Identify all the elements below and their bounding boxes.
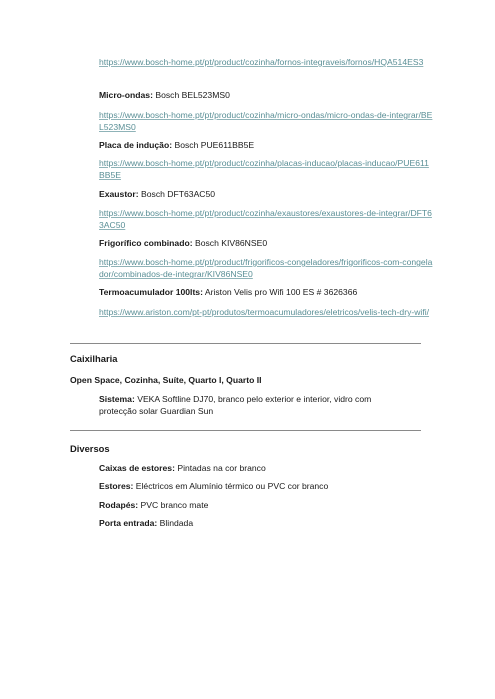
shutter-box-value: Pintadas na cor branco (177, 463, 266, 473)
induction-hob-spec (99, 139, 434, 151)
extractor-link[interactable]: https://www.bosch-home.pt/pt/product/cozinha/exaustores/exaustores-de-integrar/DFT63AC50 (99, 208, 432, 231)
section-divider (70, 343, 421, 344)
caixilharia-rooms: Open Space, Cozinha, Suíte, Quarto I, Quarto II (70, 375, 262, 385)
shutter-box-label: Caixas de estores: (99, 463, 175, 473)
water-heater-spec (99, 286, 434, 298)
diversos-heading: Diversos (70, 443, 110, 454)
oven-link[interactable]: https://www.bosch-home.pt/pt/product/cozinha/fornos-integraveis/fornos/HQA514ES3 (99, 57, 424, 67)
water-heater-value: Ariston Velis pro Wifi 100 ES # 3626366 (204, 287, 358, 297)
fridge-label: Frigorífico combinado: (99, 238, 193, 248)
microwave-link[interactable]: https://www.bosch-home.pt/pt/product/cozinha/micro-ondas/micro-ondas-de-integrar/BEL523MS0 (99, 110, 433, 133)
skirting-value: PVC branco mate (140, 500, 209, 510)
skirting-label: Rodapés: (99, 500, 139, 510)
fridge-spec (99, 237, 434, 249)
fridge-value: Bosch KIV86NSE0 (194, 238, 268, 248)
shutter-box-spec (99, 462, 434, 474)
shutters-label: Estores: (99, 481, 134, 491)
induction-hob-link[interactable]: https://www.bosch-home.pt/pt/product/cozinha/placas-inducao/placas-inducao/PUE611BB5E (99, 158, 429, 181)
window-system-value: VEKA Softline DJ70, branco pelo exterior e interior, vidro com protecção solar Guardian Sun (99, 394, 372, 417)
microwave-label: Micro-ondas: (99, 90, 153, 100)
shutters-spec (99, 480, 434, 492)
entrance-door-spec (99, 517, 434, 529)
shutters-value: Eléctricos em Alumínio térmico ou PVC cor branco (135, 481, 329, 491)
induction-hob-label: Placa de indução: (99, 140, 173, 150)
water-heater-link[interactable]: https://www.ariston.com/pt-pt/produtos/termoacumuladores/eletricos/velis-tech-dry-wifi/ (99, 307, 430, 317)
skirting-spec (99, 499, 434, 511)
microwave-value: Bosch BEL523MS0 (155, 90, 230, 100)
section-divider (70, 430, 421, 431)
induction-hob-value: Bosch PUE611BB5E (174, 140, 255, 150)
microwave-spec (99, 89, 434, 101)
fridge-link[interactable]: https://www.bosch-home.pt/pt/product/frigorificos-congeladores/frigorificos-com-congelador/combinados-de-integrar/KIV86NSE0 (99, 257, 433, 280)
extractor-spec (99, 188, 434, 200)
caixilharia-heading: Caixilharia (70, 353, 118, 364)
window-system-spec (99, 393, 399, 417)
extractor-value: Bosch DFT63AC50 (141, 189, 216, 199)
entrance-door-value: Blindada (159, 518, 194, 528)
entrance-door-label: Porta entrada: (99, 518, 158, 528)
extractor-label: Exaustor: (99, 189, 139, 199)
water-heater-label: Termoacumulador 100lts: (99, 287, 203, 297)
window-system-label: Sistema: (99, 394, 135, 404)
